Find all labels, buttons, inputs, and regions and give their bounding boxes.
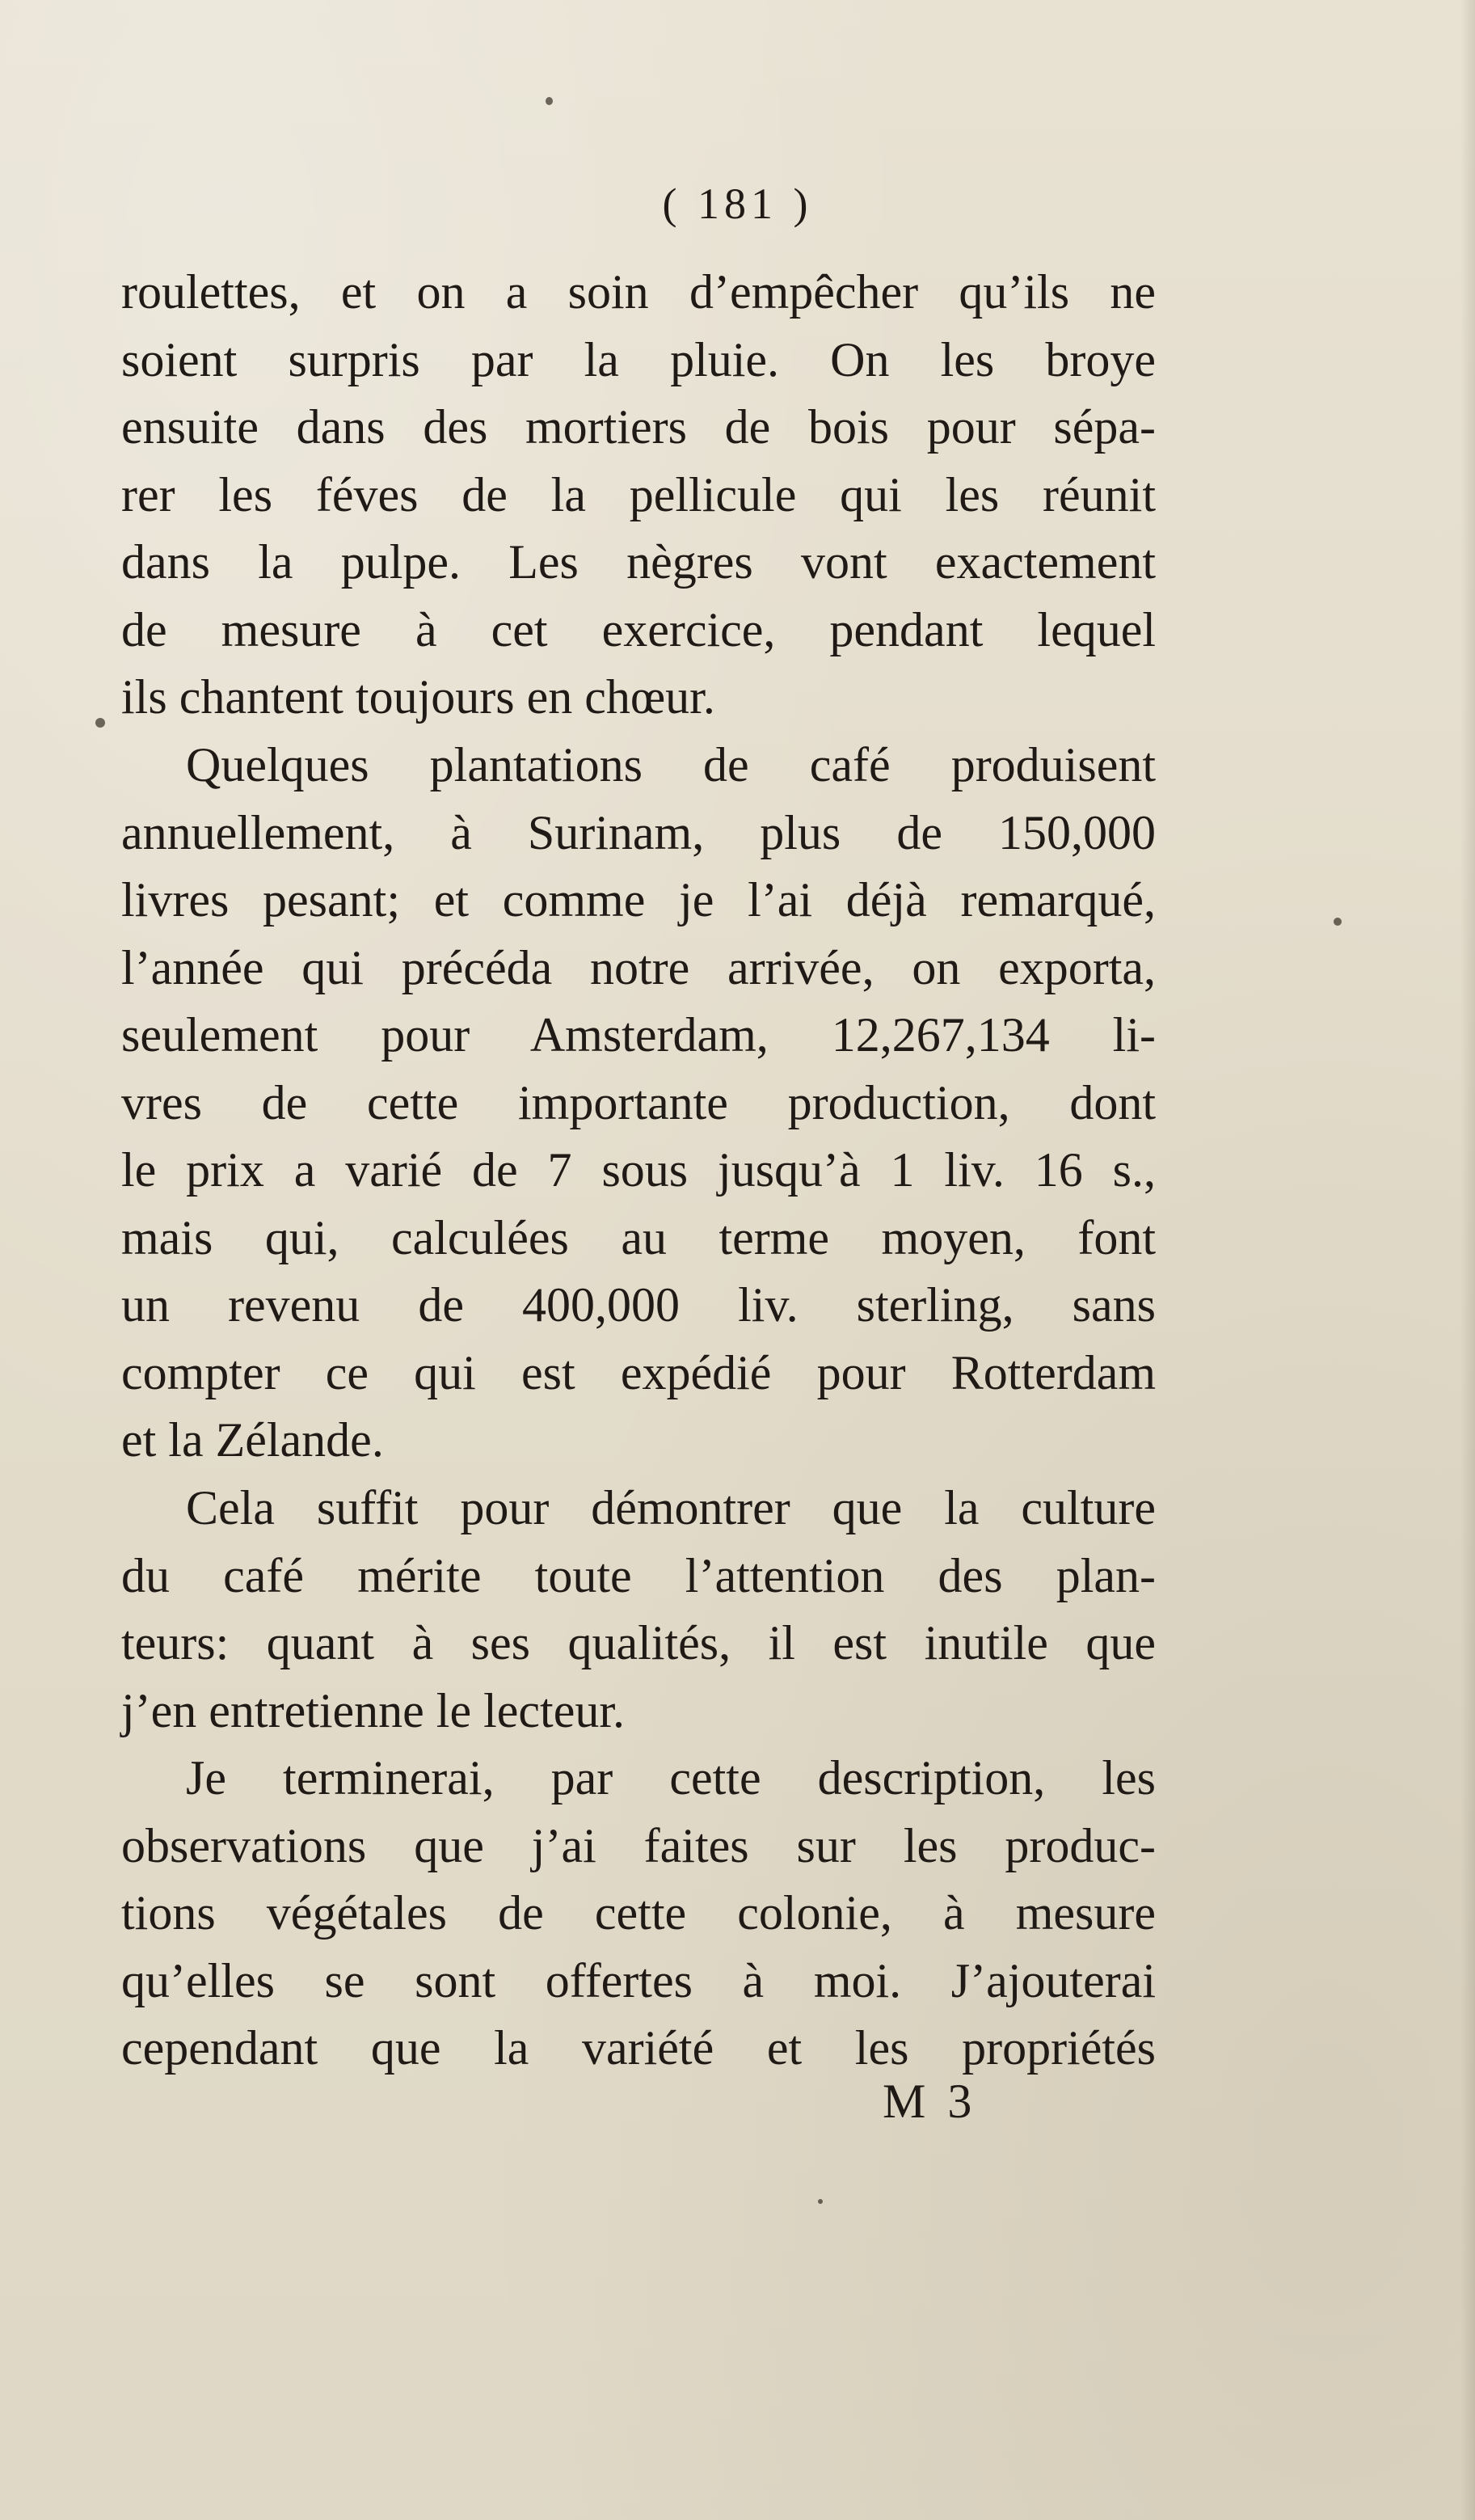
paper-speck	[95, 718, 105, 728]
text-line: tions végétales de cette colonie, à mesure	[121, 1886, 1156, 1940]
page-number-header: ( 181 )	[662, 179, 813, 228]
paragraph-1	[121, 259, 1156, 732]
text-line: teurs: quant à ses qualités, il est inutile que	[121, 1616, 1156, 1669]
text-line: de mesure à cet exercice, pendant lequel	[121, 602, 1156, 656]
text-line: compter ce qui est expédié pour Rotterdam	[121, 1345, 1156, 1399]
text-line: un revenu de 400,000 liv. sterling, sans	[121, 1278, 1156, 1332]
paper-speck	[1334, 918, 1342, 926]
text-line: et la Zélande.	[121, 1413, 384, 1467]
paper-speck	[546, 97, 553, 105]
signature-mark: M 3	[883, 2075, 977, 2128]
text-line: observations que j’ai faites sur les produc-	[121, 1818, 1156, 1872]
text-line: l’année qui précéda notre arrivée, on exporta,	[121, 940, 1156, 994]
text-line: dans la pulpe. Les nègres vont exactement	[121, 535, 1156, 589]
text-line: vres de cette importante production, dont	[121, 1075, 1156, 1129]
text-line: Cela suffit pour démontrer que la culture	[186, 1481, 1156, 1534]
text-line: le prix a varié de 7 sous jusqu’à 1 liv. 16 s.,	[121, 1143, 1156, 1197]
text-line: seulement pour Amsterdam, 12,267,134 li-	[121, 1008, 1156, 1062]
text-line: ils chantent toujours en chœur.	[121, 670, 715, 724]
text-line: qu’elles se sont offertes à moi. J’ajouterai	[121, 1953, 1156, 2007]
paragraph-4	[121, 1745, 1156, 2083]
text-line: roulettes, et on a soin d’empêcher qu’ils ne	[121, 265, 1156, 319]
text-line: livres pesant; et comme je l’ai déjà remarqué,	[121, 873, 1156, 927]
paragraph-2	[121, 732, 1156, 1475]
text-line: rer les féves de la pellicule qui les réunit	[121, 467, 1156, 521]
text-line: Je terminerai, par cette description, les	[186, 1751, 1156, 1805]
text-line: Quelques plantations de café produisent	[186, 738, 1156, 791]
text-line: soient surpris par la pluie. On les broye	[121, 332, 1156, 386]
page-edge-shadow	[1460, 0, 1475, 2520]
text-line: mais qui, calculées au terme moyen, font	[121, 1210, 1156, 1264]
paragraph-3	[121, 1475, 1156, 1745]
text-line: du café mérite toute l’attention des plan-	[121, 1548, 1156, 1602]
text-line: ensuite dans des mortiers de bois pour sépa-	[121, 400, 1156, 454]
text-line: annuellement, à Surinam, plus de 150,000	[121, 805, 1156, 859]
paper-speck	[818, 2199, 823, 2204]
text-line: j’en entretienne le lecteur.	[121, 1683, 625, 1737]
text-line: cependant que la variété et les propriétés	[121, 2021, 1156, 2075]
